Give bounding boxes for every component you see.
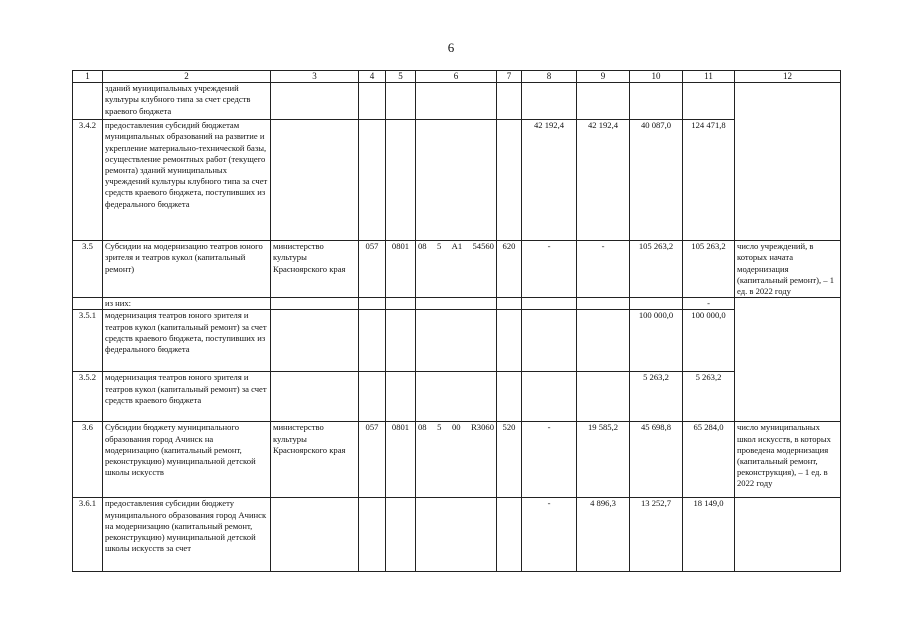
- value-cell: 42 192,4: [522, 120, 577, 241]
- table-cell: [271, 498, 359, 572]
- row-number: 3.6.1: [73, 498, 103, 572]
- table-cell: [735, 298, 841, 422]
- page-number: 6: [447, 40, 455, 55]
- header-cell: 8: [522, 71, 577, 83]
- header-cell: 3: [271, 71, 359, 83]
- value-cell: -: [522, 498, 577, 572]
- row-number: 3.5.2: [73, 372, 103, 422]
- table-cell: [416, 83, 497, 120]
- code-part: 5: [437, 422, 442, 433]
- code-cell: 0801: [386, 422, 416, 498]
- value-cell: 100 000,0: [683, 310, 735, 372]
- code-part: 08: [418, 241, 427, 252]
- table-cell: [577, 83, 630, 120]
- table-cell: [416, 372, 497, 422]
- header-cell: 12: [735, 71, 841, 83]
- value-cell: 105 263,2: [683, 241, 735, 298]
- result-indicator: число муниципальных школ искусств, в которых проведена модернизация (капитальный ремонт, реконструкция), – 1 ед. в 2022 году: [735, 422, 841, 498]
- row-number: 3.5: [73, 241, 103, 298]
- row-description: модернизация театров юного зрителя и театров кукол (капитальный ремонт) за счет средств краевого бюджета, поступивших из федерального бюджета: [103, 310, 271, 372]
- table-cell: [386, 310, 416, 372]
- table-cell: [386, 120, 416, 241]
- code-part: A1: [451, 241, 463, 252]
- header-cell: 2: [103, 71, 271, 83]
- value-cell: 100 000,0: [630, 310, 683, 372]
- table-row: [73, 372, 841, 422]
- table-row: [73, 241, 841, 298]
- code-part: 08: [418, 422, 427, 433]
- table-cell: [577, 298, 630, 310]
- code-cell: 0801: [386, 241, 416, 298]
- code-part: 00: [451, 422, 461, 433]
- code-cell: 057: [359, 422, 386, 498]
- header-cell: 6: [416, 71, 497, 83]
- table-cell: [73, 298, 103, 310]
- table-cell: [497, 298, 522, 310]
- table-cell: [630, 83, 683, 120]
- table-cell: [386, 83, 416, 120]
- table-row: [73, 422, 841, 498]
- code-cell: 620: [497, 241, 522, 298]
- value-cell: -: [577, 241, 630, 298]
- value-cell: 45 698,8: [630, 422, 683, 498]
- table-row: [73, 298, 841, 310]
- row-number: 3.4.2: [73, 120, 103, 241]
- table-cell: [497, 120, 522, 241]
- row-description: из них:: [103, 298, 271, 310]
- header-cell: 9: [577, 71, 630, 83]
- row-description: модернизация театров юного зрителя и театров кукол (капитальный ремонт) за счет средств краевого бюджета: [103, 372, 271, 422]
- table-cell: [359, 498, 386, 572]
- table-cell: [630, 298, 683, 310]
- table-cell: [497, 498, 522, 572]
- table-cell: [522, 298, 577, 310]
- table-cell: [522, 83, 577, 120]
- table-cell: [416, 498, 497, 572]
- row-number: 3.6: [73, 422, 103, 498]
- row-number: 3.5.1: [73, 310, 103, 372]
- value-cell: -: [522, 422, 577, 498]
- table-cell: [73, 83, 103, 120]
- table-cell: зданий муниципальных учреждений культуры клубного типа за счет средств краевого бюджета: [103, 83, 271, 120]
- header-cell: 1: [73, 71, 103, 83]
- table-cell: [683, 83, 735, 120]
- table-cell: [386, 372, 416, 422]
- result-indicator: число учреждений, в которых начата модернизация (капитальный ремонт), – 1 ед. в 2022 году: [735, 241, 841, 298]
- table-cell: [386, 298, 416, 310]
- code-cell: 057: [359, 241, 386, 298]
- table-cell: [577, 372, 630, 422]
- responsible-ministry: министерство культуры Красноярского края: [271, 422, 359, 498]
- value-cell: 40 087,0: [630, 120, 683, 241]
- table-cell: [522, 310, 577, 372]
- table-cell: [359, 298, 386, 310]
- table-cell: [735, 498, 841, 572]
- code-part: R3060: [471, 422, 494, 433]
- header-cell: 10: [630, 71, 683, 83]
- value-cell: 18 149,0: [683, 498, 735, 572]
- code-part: 54560: [472, 241, 494, 252]
- table-cell: [522, 372, 577, 422]
- table-row: [73, 498, 841, 572]
- value-cell: 124 471,8: [683, 120, 735, 241]
- header-cell: 5: [386, 71, 416, 83]
- table-cell: [386, 498, 416, 572]
- table-cell: [735, 83, 841, 241]
- table-cell: [359, 310, 386, 372]
- table-cell: [577, 310, 630, 372]
- budget-table: [72, 70, 841, 572]
- table-cell: [416, 310, 497, 372]
- value-cell: 105 263,2: [630, 241, 683, 298]
- header-cell: 4: [359, 71, 386, 83]
- table-cell: [416, 120, 497, 241]
- row-description: предоставления субсидий бюджетам муниципальных образований на развитие и укрепление материально-технической базы, осуществление ремонтных работ (текущего ремонта) зданий муниципальных учреждений культуры клубного типа за счет средств краевого бюджета, поступивших из федерального бюджета: [103, 120, 271, 241]
- table-cell: [497, 310, 522, 372]
- code-part: 5: [436, 241, 442, 252]
- value-cell: 4 896,3: [577, 498, 630, 572]
- value-cell: -: [522, 241, 577, 298]
- table-cell: [271, 120, 359, 241]
- value-cell: -: [683, 298, 735, 310]
- table-row: [73, 310, 841, 372]
- value-cell: 13 252,7: [630, 498, 683, 572]
- row-description: Субсидии на модернизацию театров юного зрителя и театров кукол (капитальный ремонт): [103, 241, 271, 298]
- header-cell: 7: [497, 71, 522, 83]
- target-code-cell: [416, 422, 497, 498]
- value-cell: 42 192,4: [577, 120, 630, 241]
- table-row: [73, 83, 841, 120]
- value-cell: 19 585,2: [577, 422, 630, 498]
- row-description: предоставления субсидии бюджету муниципального образования город Ачинск на модернизацию (капитальный ремонт, реконструкцию) муниципальной детской школы искусств за счет: [103, 498, 271, 572]
- table-row: [73, 120, 841, 241]
- table-cell: [271, 310, 359, 372]
- table-cell: [497, 372, 522, 422]
- table-cell: [271, 372, 359, 422]
- row-description: Субсидии бюджету муниципального образования город Ачинск на модернизацию (капитальный ремонт, реконструкцию) муниципальной детской школы искусств: [103, 422, 271, 498]
- value-cell: 5 263,2: [683, 372, 735, 422]
- code-cell: 520: [497, 422, 522, 498]
- value-cell: 65 284,0: [683, 422, 735, 498]
- table-cell: [359, 120, 386, 241]
- value-cell: 5 263,2: [630, 372, 683, 422]
- table-cell: [359, 372, 386, 422]
- table-cell: [497, 83, 522, 120]
- table-cell: [271, 83, 359, 120]
- header-row: [73, 71, 841, 83]
- table-cell: [359, 83, 386, 120]
- responsible-ministry: министерство культуры Красноярского края: [271, 241, 359, 298]
- target-code-cell: [416, 241, 497, 298]
- table-cell: [416, 298, 497, 310]
- table-cell: [271, 298, 359, 310]
- header-cell: 11: [683, 71, 735, 83]
